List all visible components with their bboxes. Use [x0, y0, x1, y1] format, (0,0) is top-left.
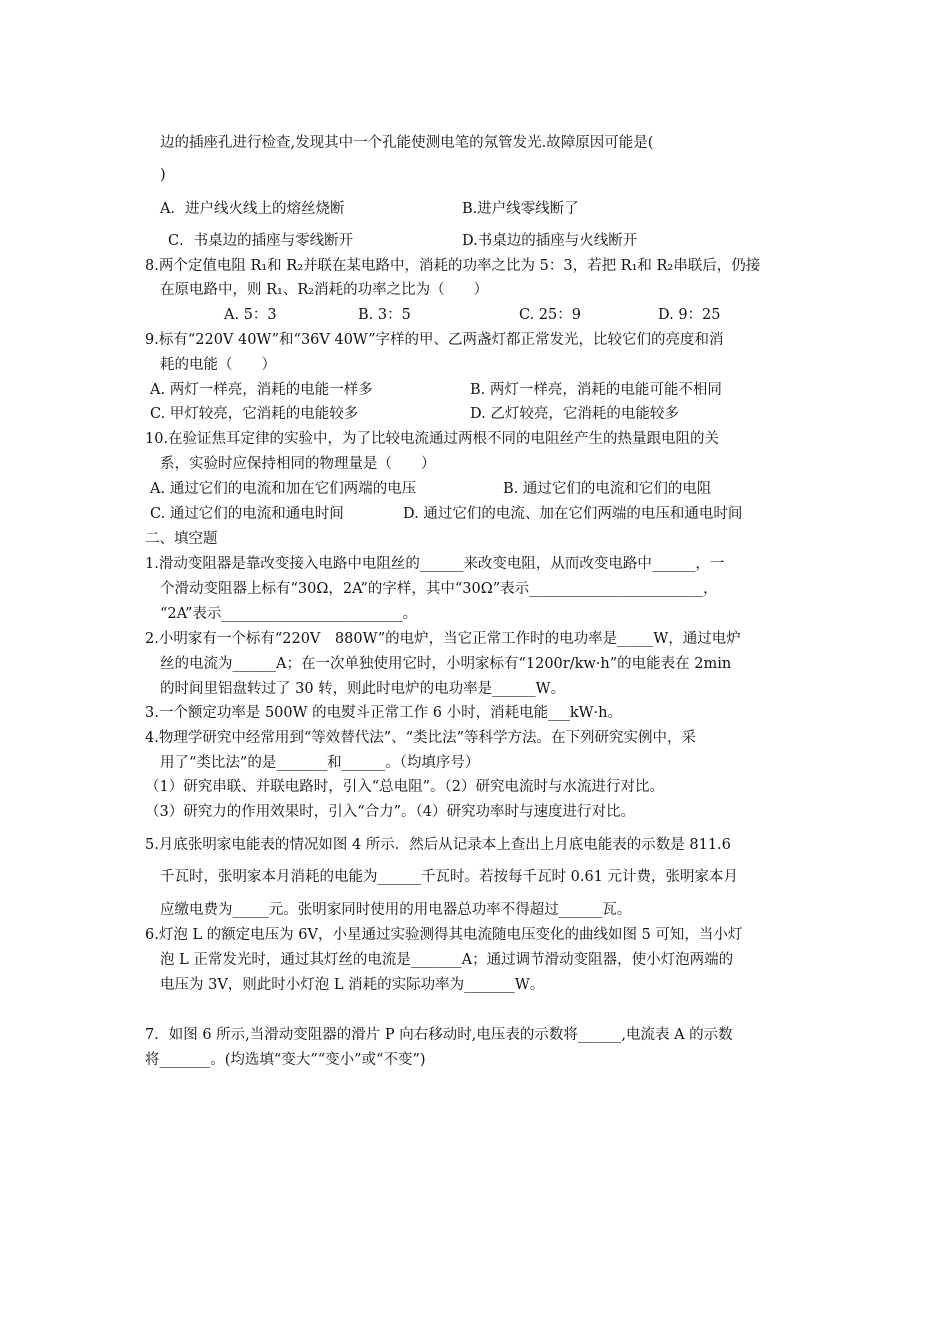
f5-stem-cont2: 应缴电费为_____元。张明家同时使用的用电器总功率不得超过______瓦。 — [160, 902, 632, 918]
f4-stem: 4.物理学研究中经常用到“等效替代法”、“类比法”等科学方法。在下列研究实例中，采 — [145, 730, 696, 746]
q9-option-d: D. 乙灯较亮，它消耗的电能较多 — [470, 406, 679, 422]
f3-stem: 3.一个额定功率是 500W 的电熨斗正常工作 6 小时，消耗电能___kW·h。 — [145, 705, 622, 721]
q10-stem-cont: 系，实验时应保持相同的物理量是（ ） — [160, 456, 436, 472]
q7-option-c: C．书桌边的插座与零线断开 — [168, 233, 354, 249]
q7-option-b: B.进户线零线断了 — [462, 201, 579, 217]
f2-stem-cont: 丝的电流为______A；在一次单独使用它时，小明家标有“1200r/kw·h”的电能表在 2min — [160, 656, 732, 672]
q10-option-a: A. 通过它们的电流和加在它们两端的电压 — [150, 481, 417, 497]
f5-stem: 5.月底张明家电能表的情况如图 4 所示．然后从记录本上查出上月底电能表的示数是 811.6 — [145, 837, 731, 853]
f6-stem-cont: 泡 L 正常发光时，通过其灯丝的电流是_______A；通过调节滑动变阻器，使小灯泡两端的 — [160, 952, 734, 968]
f7-stem-cont: 将_______。(均选填“变大”“变小”或“不变”) — [145, 1052, 426, 1068]
q8-option-d: D. 9：25 — [658, 307, 721, 323]
f5-stem-cont: 千瓦时，张明家本月消耗的电能为______千瓦时。若按每千瓦时 0.61 元计费，张明家本月 — [160, 869, 739, 885]
q8-stem: 8.两个定值电阻 R₁和 R₂并联在某电路中，消耗的功率之比为 5：3，若把 R₁和 R₂串联后，仍接 — [145, 258, 761, 274]
q10-stem: 10.在验证焦耳定律的实验中，为了比较电流通过两根不同的电阻丝产生的热量跟电阻的关 — [145, 431, 720, 447]
f4-example-3-4: （3）研究力的作用效果时，引入“合力”。（4）研究功率时与速度进行对比。 — [145, 804, 636, 820]
q8-option-a: A. 5：3 — [224, 307, 277, 323]
q7-option-a: A．进户线火线上的熔丝烧断 — [160, 201, 345, 217]
f4-stem-cont: 用了“类比法”的是_______和______。（均填序号） — [160, 755, 480, 771]
section-heading-fill-blank: 二、填空题 — [145, 531, 218, 547]
q7-option-d: D.书桌边的插座与火线断开 — [462, 233, 638, 249]
q9-stem: 9.标有“220V 40W”和“36V 40W”字样的甲、乙两盏灯都正常发光，比较它们的亮度和消 — [145, 332, 724, 348]
f1-stem: 1.滑动变阻器是靠改变接入电路中电阻丝的______来改变电阻，从而改变电路中______，一 — [145, 556, 725, 572]
f7-stem: 7．如图 6 所示,当滑动变阻器的滑片 P 向右移动时,电压表的示数将______,电流表 A 的示数 — [145, 1027, 733, 1043]
q7-stem-paren: ) — [160, 167, 166, 183]
q8-option-b: B. 3：5 — [358, 307, 411, 323]
q7-stem-cont: 边的插座孔进行检查,发现其中一个孔能使测电笔的氖管发光.故障原因可能是( — [160, 135, 654, 151]
f1-stem-cont: 个滑动变阻器上标有“30Ω，2A”的字样，其中“30Ω”表示________________________， — [160, 581, 718, 597]
f6-stem-cont2: 电压为 3V，则此时小灯泡 L 消耗的实际功率为_______W。 — [160, 977, 545, 993]
f4-example-1-2: （1）研究串联、并联电路时，引入“总电阻”。（2）研究电流时与水流进行对比。 — [145, 779, 665, 795]
f2-stem-cont2: 的时间里铝盘转过了 30 转，则此时电炉的电功率是______W。 — [160, 681, 566, 697]
f6-stem: 6.灯泡 L 的额定电压为 6V，小星通过实验测得其电流随电压变化的曲线如图 5 可知，当小灯 — [145, 927, 743, 943]
q10-option-d: D. 通过它们的电流、加在它们两端的电压和通电时间 — [403, 506, 743, 522]
q8-stem-cont: 在原电路中，则 R₁、R₂消耗的功率之比为（ ） — [160, 282, 489, 298]
q10-option-c: C. 通过它们的电流和通电时间 — [150, 506, 344, 522]
q10-option-b: B. 通过它们的电流和它们的电阻 — [503, 481, 712, 497]
q9-option-c: C. 甲灯较亮，它消耗的电能较多 — [150, 406, 359, 422]
f2-stem: 2.小明家有一个标有“220V 880W”的电炉，当它正常工作时的电功率是_____W，通过电炉 — [145, 631, 741, 647]
q9-option-a: A. 两灯一样亮，消耗的电能一样多 — [150, 382, 373, 398]
f1-stem-cont2: “2A”表示_________________________。 — [160, 606, 418, 622]
q9-option-b: B. 两灯一样亮，消耗的电能可能不相同 — [470, 382, 722, 398]
q8-option-c: C. 25：9 — [519, 307, 581, 323]
q9-stem-cont: 耗的电能（ ） — [160, 357, 276, 373]
